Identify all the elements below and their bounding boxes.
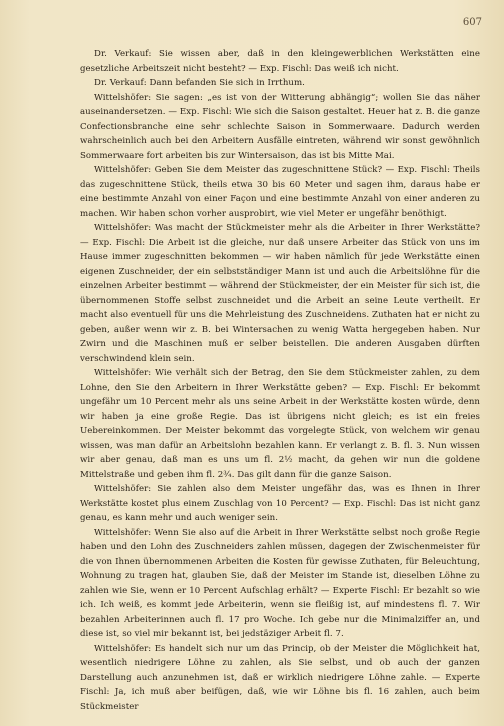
page-number: 607 [462, 17, 482, 28]
paragraph: Dr. Verkauf: Sie wissen aber, daß in den kleingewerblichen Werkstätten eine gesetzliche Arbeitszeit nicht besteht? — Exp. Fischl: Das weiß ich nicht. [80, 49, 480, 74]
paragraph: Dr. Verkauf: Dann befanden Sie sich in Irrthum. [94, 78, 305, 88]
paragraph: Wittelshöfer: Wie verhält sich der Betrag, den Sie dem Stückmeister zahlen, zu dem Lohne, den Sie den Arbeitern in Ihrer Werkstätte geben? — Exp. Fischl: Er bekommt ungefähr um 10 Percent mehr als uns seine Arbeit in der Werkstätte kosten würde, denn wir haben ja eine große Regie. Das ist übrigens nicht gleich; es ist ein freies Uebereinkommen. Der Meister bekommt das vorgelegte Stück, von welchem wir genau wissen, was man dafür an Arbeitslohn bezahlen kann. Er verlangt z. B. fl. 3. Nun wissen wir aber genau, daß man es uns um fl. 2½ macht, da gehen wir nun die goldene Mittelstraße und geben ihm fl. 2¾. Das gilt dann für die ganze Saison. [80, 368, 480, 480]
paragraph: Wittelshöfer: Sie sagen: „es ist von der Witterung abhängig“; wollen Sie das näher auseinandersetzen. — Exp. Fischl: Wie sich die Saison gestaltet. Heuer hat z. B. die ganze Confectionsbranche eine sehr schlechte Saison in Sommerwaare. Dadurch werden wahrscheinlich auch bei den Arbeitern Ausfälle eintreten, während wir sonst gewöhnlich Sommerwaare fort arbeiten bis zur Wintersaison, das ist bis Mitte Mai. [80, 92, 480, 161]
body-text [80, 47, 480, 714]
paragraph: Wittelshöfer: Was macht der Stückmeister mehr als die Arbeiter in Ihrer Werkstätte? — Exp. Fischl: Die Arbeit ist die gleiche, nur daß unsere Arbeiter das Stück von uns im Hause immer zugeschnitten bekommen — wir haben nämlich für jede Werkstätte einen eigenen Zuschneider, der ein selbstständiger Mann ist und auch die Arbeitslöhne für die einzelnen Arbeiter bestimmt — während der Stückmeister, der ein Meister für sich ist, die übernommenen Stoffe selbst zuschneidet und die Arbeit an seine Leute vertheilt. Er macht also eventuell für uns die Mehrleistung des Zuschneidens. Zuthaten hat er nicht zu geben, außer wenn wir z. B. bei Wintersachen zu wenig Watta hergegeben haben. Nur Zwirn und die Maschinen muß er selber beistellen. Die anderen Ausgaben dürften verschwindend klein sein. [80, 223, 480, 364]
paragraph: Wittelshöfer: Geben Sie dem Meister das zugeschnittene Stück? — Exp. Fischl: Theils das zugeschnittene Stück, theils etwa 30 bis 60 Meter und sagen ihm, daraus habe er eine bestimmte Anzahl von einer Façon und eine bestimmte Anzahl von einer anderen zu machen. Wir haben schon vorher ausprobirt, wie viel Meter er ungefähr benöthigt. [80, 165, 480, 219]
paragraph: Wittelshöfer: Wenn Sie also auf die Arbeit in Ihrer Werkstätte selbst noch große Regie haben und den Lohn des Zuschneiders zahlen müssen, dagegen der Zwischenmeister für die von Ihnen übernommenen Arbeiten die Kosten für gewisse Zuthaten, für Beleuchtung, Wohnung zu tragen hat, glauben Sie, daß der Meister im Stande ist, dieselben Löhne zu zahlen wie Sie, wenn er 10 Percent Aufschlag erhält? — Experte Fischl: Er bezahlt so wie ich. Ich weiß, es kommt jede Arbeiterin, wenn sie fleißig ist, auf mindestens fl. 7. Wir bezahlen Arbeiterinnen auch fl. 17 pro Woche. Ich gebe nur die Minimalziffer an, und diese ist, so viel mir bekannt ist, bei jedstäziger Arbeit fl. 7. [80, 527, 480, 639]
paragraph: Wittelshöfer: Es handelt sich nur um das Princip, ob der Meister die Möglichkeit hat, wesentlich niedrigere Löhne zu zahlen, als Sie selbst, und ob auch der ganzen Darstellung auch anzunehmen ist, daß er wirklich niedrigere Löhne zahle. — Experte Fischl: Ja, ich muß aber beifügen, daß, wie wir Löhne bis fl. 16 zahlen, auch beim Stückmeister [80, 643, 480, 712]
paragraph: Wittelshöfer: Sie zahlen also dem Meister ungefähr das, was es Ihnen in Ihrer Werkstätte kostet plus einem Zuschlag von 10 Percent? — Exp. Fischl: Das ist nicht ganz genau, es kann mehr und auch weniger sein. [80, 484, 480, 523]
